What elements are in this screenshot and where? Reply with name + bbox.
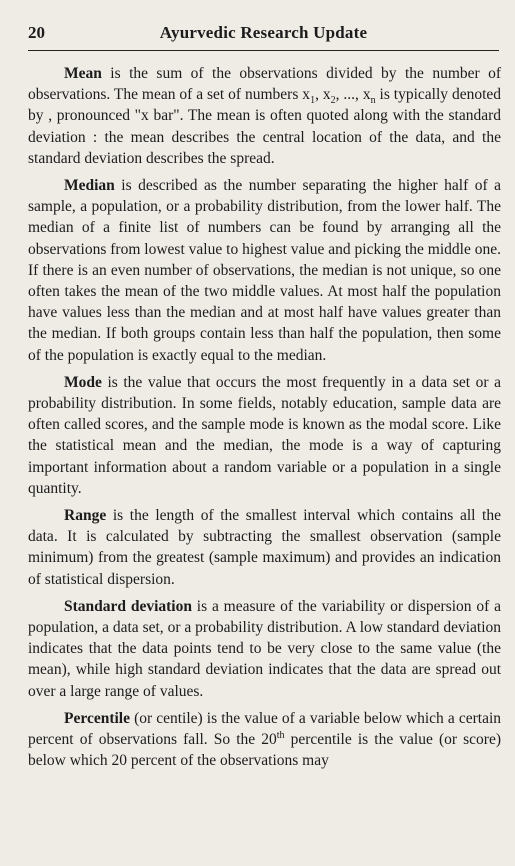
- subscript-n: n: [370, 95, 376, 107]
- term-mean: Mean: [64, 65, 102, 82]
- running-header: [28, 22, 499, 51]
- paragraph-percentile: [28, 708, 501, 772]
- range-text: is the length of the smallest interval which contains all the data. It is calculated by subtracting the smallest observation (sample minimum) from the greatest (sample maximum) and provides an indication of statistical dispersion.: [28, 507, 501, 588]
- page-number: 20: [28, 23, 45, 42]
- term-range: Range: [64, 507, 107, 525]
- median-text: is described as the number separating the higher half of a sample, a population, or a probability distribution, from the lower half. The median of a finite list of numbers can be found by arranging all the observations from lowest value to highest value and picking the middle one. If there is an even number of observations, the median is not unique, so one often takes the mean of the two middle values. At most half the population have values less than the median and at most half have values greater than the median. If both groups contain less than half the population, then some of the population is exactly equal to the median.: [28, 177, 501, 364]
- term-mode: Mode: [64, 373, 102, 391]
- percentile-text-tail: percentile is the value (or score) below which 20 percent of the observations may: [28, 731, 501, 770]
- paragraph-standard-deviation: [28, 596, 501, 702]
- paragraph-mean: [28, 63, 501, 169]
- mean-text-lead: is the sum of the observations divided by the number of observations. The mean of a set of numbers x: [28, 65, 501, 104]
- subscript-2: 2: [330, 95, 336, 107]
- paragraph-mode: [28, 372, 501, 499]
- mode-text: is the value that occurs the most frequently in a data set or a probability distribution. In some fields, notably education, sample data are often called scores, and the sample mode is known as the modal score. Like the statistical mean and the median, the mode is a way of capturing important information about a random variable or a population in a single quantity.: [28, 373, 501, 497]
- mean-text-sep1: , x: [315, 86, 331, 104]
- superscript-th: th: [276, 729, 285, 741]
- journal-title: Ayurvedic Research Update: [159, 23, 368, 42]
- body-text: [28, 63, 501, 772]
- term-percentile: Percentile: [64, 709, 130, 727]
- term-median: Median: [64, 177, 115, 195]
- standard-deviation-text: is a measure of the variability or dispersion of a population, a data set, or a probability distribution. A low standard deviation indicates that the data points tend to be very close to the same value (the mean), while high standard deviation indicates that the data are spread out over a large range of values.: [28, 597, 501, 700]
- paragraph-median: [28, 175, 501, 366]
- mean-text-sep2: , ..., x: [335, 86, 371, 104]
- subscript-1: 1: [310, 95, 316, 107]
- mean-text-tail: is typically denoted by , pronounced "x bar". The mean is often quoted along with the standard deviation : the mean describes the central location of the data, and the standard deviation describes the spread.: [28, 86, 502, 167]
- term-standard-deviation: Standard deviation: [64, 597, 192, 615]
- paragraph-range: [28, 505, 501, 590]
- percentile-text-lead: (or centile) is the value of a variable below which a certain percent of observations fall. So the 20: [28, 709, 501, 749]
